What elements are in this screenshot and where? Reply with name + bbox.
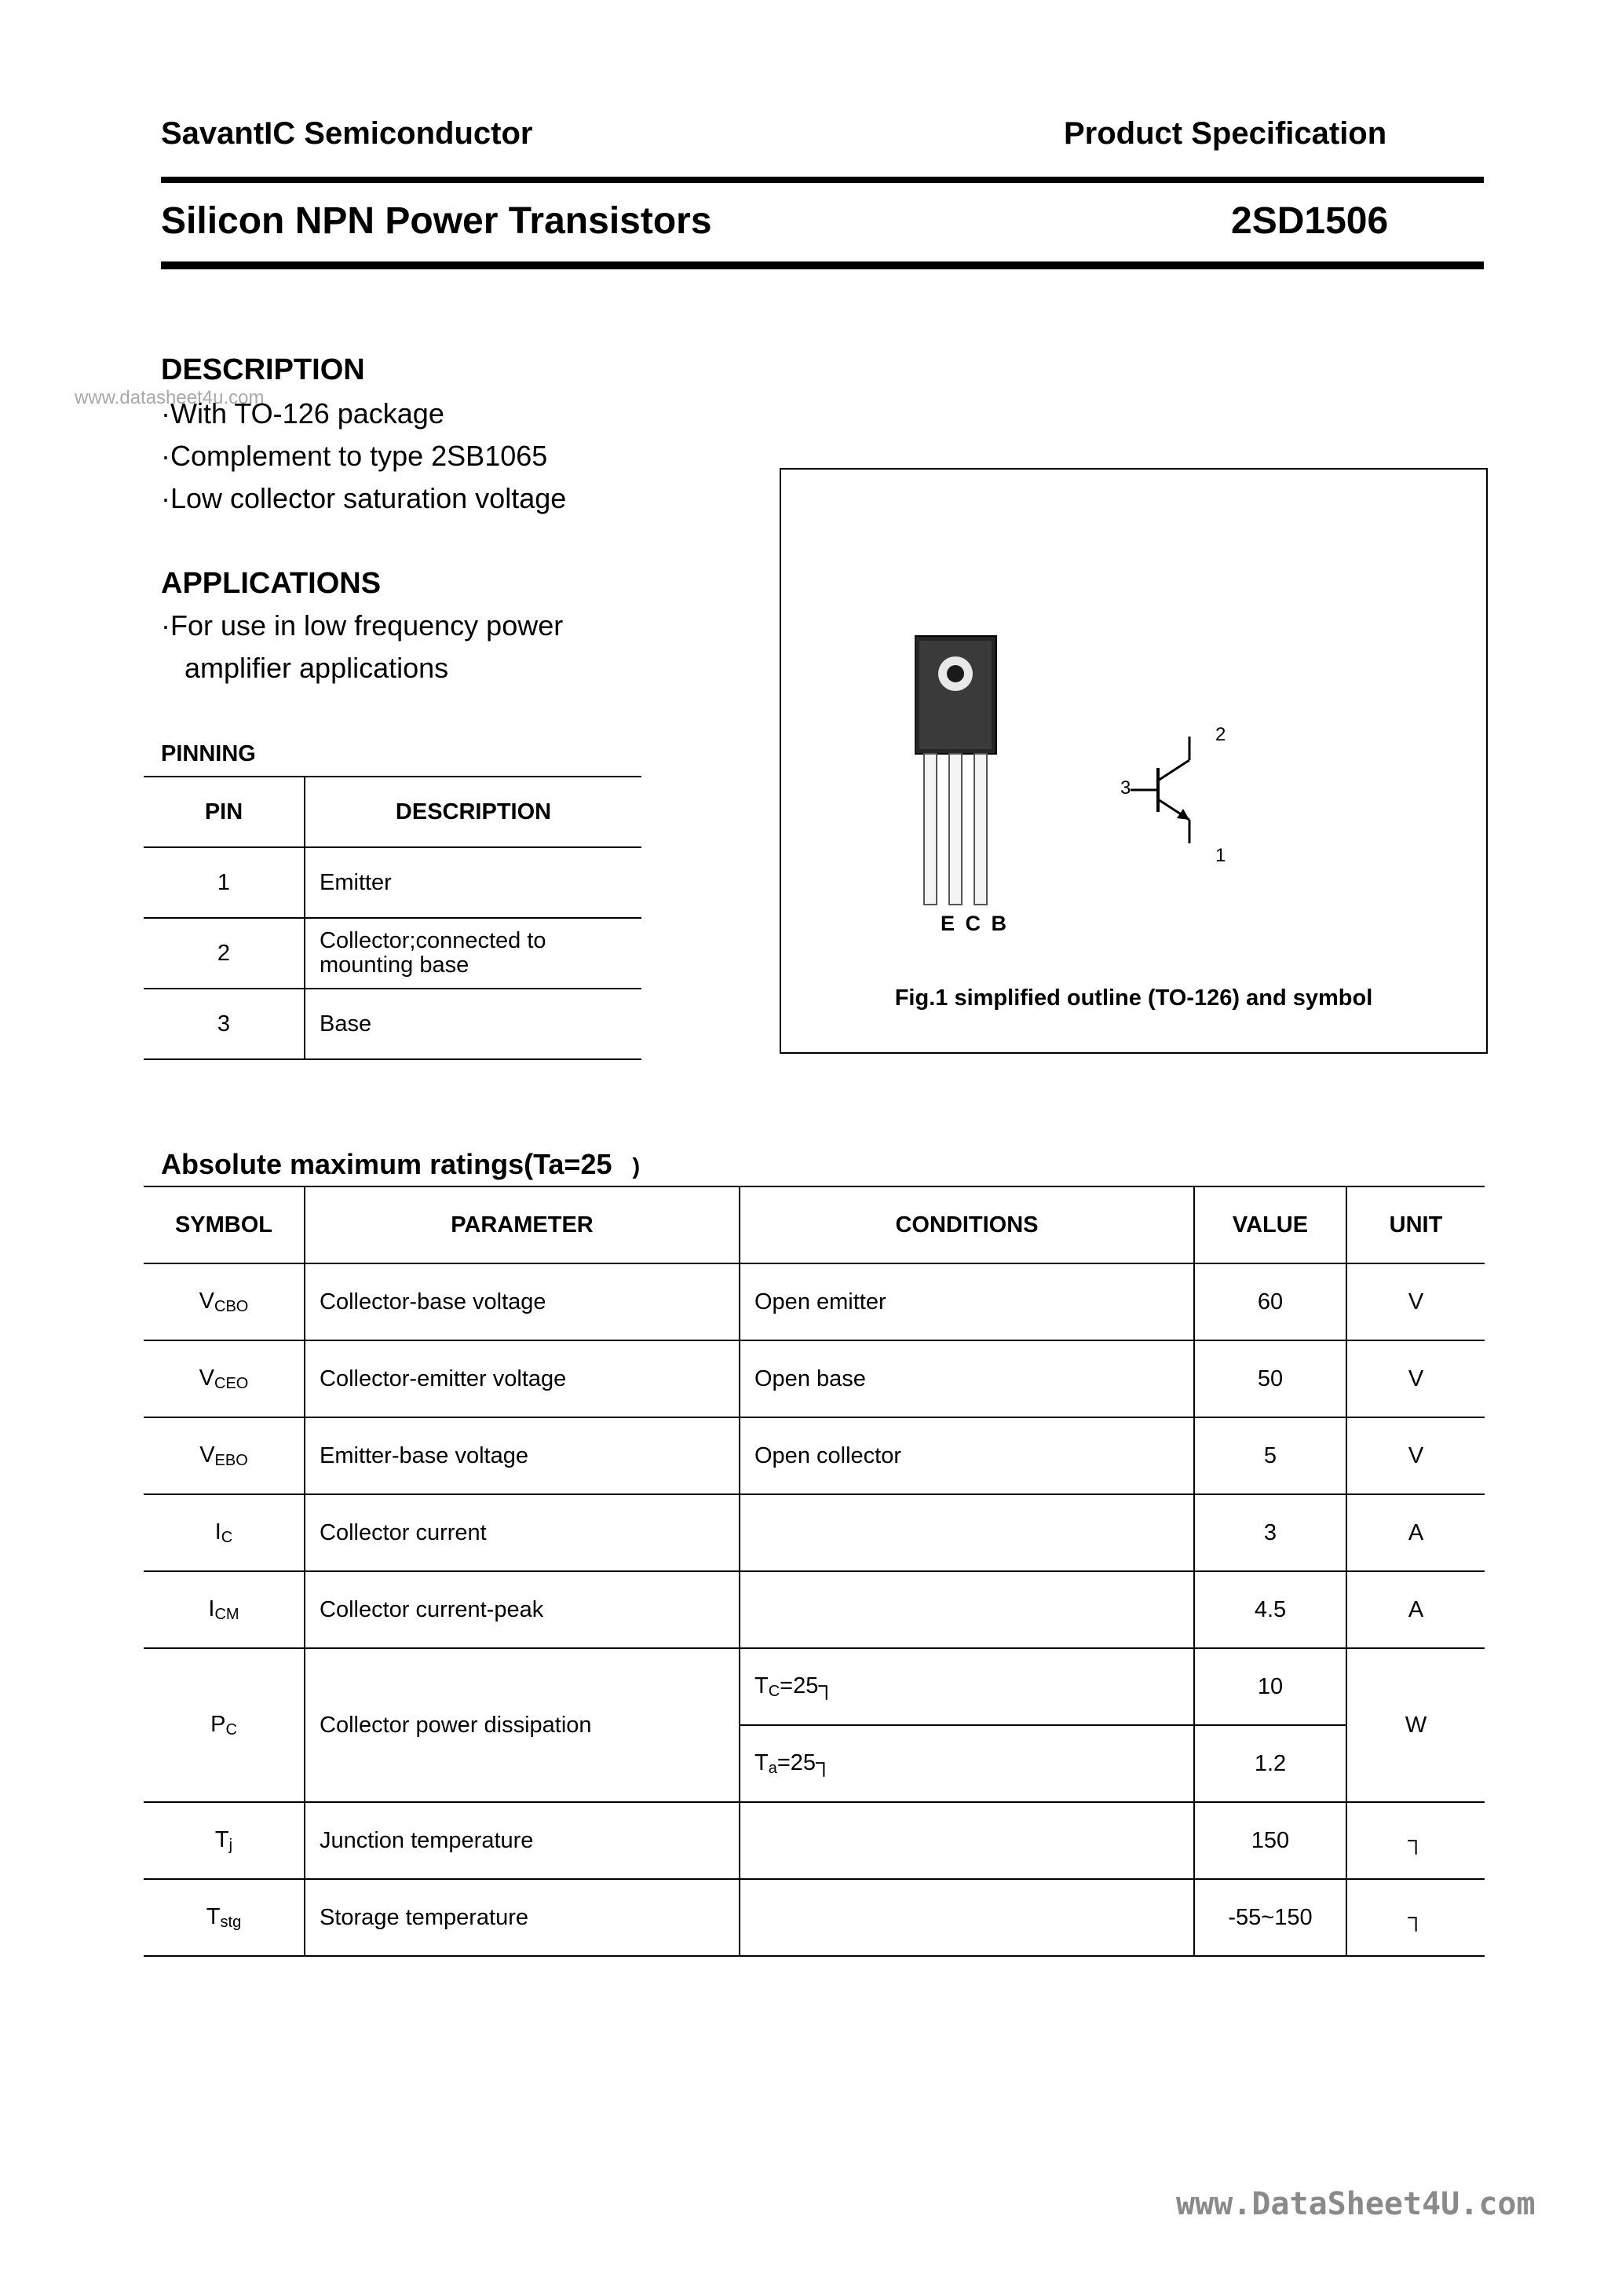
degree-glyph-icon: ┐	[1408, 1904, 1424, 1930]
table-row	[144, 1494, 1485, 1571]
document-type: Product Specification	[1064, 116, 1387, 151]
pinning-header-row	[144, 777, 641, 847]
symbol-letter: I	[214, 1519, 221, 1545]
value-cell: 4.5	[1194, 1571, 1346, 1648]
figure-box	[780, 468, 1488, 1054]
part-number: 2SD1506	[1231, 200, 1389, 242]
pin-label-collector: 2	[1215, 724, 1226, 745]
pin-label-base: 3	[1120, 777, 1131, 799]
ratings-heading-text: Absolute maximum ratings(Ta=25	[161, 1148, 620, 1180]
header-rule-top	[161, 177, 1484, 183]
condition-letter: T	[754, 1673, 769, 1698]
symbol-letter: V	[199, 1365, 214, 1391]
value-column-header: VALUE	[1194, 1186, 1346, 1263]
condition-subscript: a	[768, 1759, 777, 1777]
value-cell: -55~150	[1194, 1879, 1346, 1956]
conditions-cell	[740, 1648, 1194, 1725]
parameter-cell: Collector current	[305, 1494, 740, 1571]
symbol-subscript: CBO	[214, 1297, 249, 1315]
symbol-subscript: C	[221, 1528, 233, 1546]
symbol-cell	[144, 1494, 305, 1571]
symbol-letter: P	[210, 1711, 226, 1737]
value-cell: 1.2	[1194, 1725, 1346, 1802]
value-cell: 10	[1194, 1648, 1346, 1725]
condition-value: =25	[776, 1749, 816, 1775]
table-row	[144, 1263, 1485, 1340]
conditions-cell	[740, 1725, 1194, 1802]
symbol-subscript: j	[228, 1836, 233, 1854]
lead-labels: E C B	[941, 912, 1010, 935]
pin-number: 2	[144, 918, 305, 989]
conditions-cell: Open emitter	[740, 1263, 1194, 1340]
symbol-cell	[144, 1571, 305, 1648]
table-row	[144, 1648, 1485, 1725]
parameter-cell: Junction temperature	[305, 1802, 740, 1879]
symbol-cell	[144, 1340, 305, 1417]
table-row	[144, 918, 641, 989]
parameter-column-header: PARAMETER	[305, 1186, 740, 1263]
table-row	[144, 847, 641, 918]
symbol-cell	[144, 1879, 305, 1956]
to126-package-image	[915, 634, 1001, 909]
parameter-cell: Emitter-base voltage	[305, 1417, 740, 1494]
pin-description-line: Collector;connected to	[320, 928, 546, 953]
figure-caption: Fig.1 simplified outline (TO-126) and symbol	[894, 985, 1373, 1011]
ratings-header-row	[144, 1186, 1485, 1263]
symbol-cell	[144, 1802, 305, 1879]
pin-description	[305, 918, 641, 989]
symbol-letter: V	[199, 1442, 215, 1468]
degree-glyph-icon: ┐	[816, 1749, 832, 1775]
table-row	[144, 1802, 1485, 1879]
degree-glyph-icon: ┐	[818, 1673, 835, 1698]
conditions-column-header: CONDITIONS	[740, 1186, 1194, 1263]
ratings-table	[144, 1186, 1485, 1957]
symbol-letter: T	[214, 1826, 229, 1852]
description-item: ·Low collector saturation voltage	[161, 482, 567, 514]
degree-glyph-icon: ┐	[1408, 1827, 1424, 1853]
pinning-table	[144, 776, 641, 1060]
unit-cell: A	[1346, 1494, 1485, 1571]
symbol-letter: I	[208, 1596, 215, 1621]
table-row	[144, 1571, 1485, 1648]
description-column-header: DESCRIPTION	[305, 777, 641, 847]
pin-description: Emitter	[305, 847, 641, 918]
value-cell: 60	[1194, 1263, 1346, 1340]
value-cell: 50	[1194, 1340, 1346, 1417]
description-item: ·Complement to type 2SB1065	[161, 440, 548, 472]
parameter-cell: Collector-emitter voltage	[305, 1340, 740, 1417]
pin-number: 3	[144, 989, 305, 1059]
conditions-cell	[740, 1571, 1194, 1648]
conditions-cell: Open collector	[740, 1417, 1194, 1494]
unit-cell: V	[1346, 1263, 1485, 1340]
symbol-letter: T	[206, 1903, 221, 1929]
value-cell: 5	[1194, 1417, 1346, 1494]
symbol-subscript: C	[225, 1720, 237, 1738]
watermark-top: www.datasheet4u.com	[75, 387, 265, 408]
parameter-cell: Collector current-peak	[305, 1571, 740, 1648]
condition-subscript: C	[768, 1682, 780, 1700]
product-line: Silicon NPN Power Transistors	[161, 200, 712, 242]
conditions-cell: Open base	[740, 1340, 1194, 1417]
unit-cell	[1346, 1802, 1485, 1879]
conditions-cell	[740, 1494, 1194, 1571]
table-row	[144, 989, 641, 1059]
pin-number: 1	[144, 847, 305, 918]
unit-column-header: UNIT	[1346, 1186, 1485, 1263]
watermark-bottom: www.DataSheet4U.com	[1176, 2186, 1536, 2222]
ratings-heading	[161, 1148, 640, 1181]
conditions-cell	[740, 1879, 1194, 1956]
symbol-subscript: CM	[214, 1605, 239, 1623]
applications-line: amplifier applications	[184, 652, 449, 684]
unit-cell: V	[1346, 1417, 1485, 1494]
value-cell: 150	[1194, 1802, 1346, 1879]
value-cell: 3	[1194, 1494, 1346, 1571]
header-rule-bottom	[161, 261, 1484, 269]
symbol-column-header: SYMBOL	[144, 1186, 305, 1263]
ratings-heading-end: )	[632, 1154, 641, 1179]
symbol-cell	[144, 1648, 305, 1802]
symbol-cell	[144, 1263, 305, 1340]
description-item: ·With TO-126 package	[161, 397, 444, 430]
table-row	[144, 1417, 1485, 1494]
conditions-cell	[740, 1802, 1194, 1879]
symbol-subscript: EBO	[214, 1451, 248, 1469]
symbol-cell	[144, 1417, 305, 1494]
unit-cell	[1346, 1879, 1485, 1956]
applications-heading: APPLICATIONS	[161, 567, 382, 600]
npn-transistor-symbol	[1127, 737, 1237, 862]
description-heading: DESCRIPTION	[161, 353, 365, 386]
table-row	[144, 1879, 1485, 1956]
unit-cell: V	[1346, 1340, 1485, 1417]
symbol-subscript: CEO	[214, 1374, 249, 1392]
symbol-letter: V	[199, 1288, 214, 1314]
pin-label-emitter: 1	[1215, 845, 1226, 866]
condition-letter: T	[754, 1749, 769, 1775]
symbol-subscript: stg	[220, 1913, 242, 1931]
parameter-cell: Collector-base voltage	[305, 1263, 740, 1340]
pin-description-line: mounting base	[320, 952, 469, 978]
unit-cell: A	[1346, 1571, 1485, 1648]
pinning-heading: PINNING	[161, 741, 256, 766]
parameter-cell: Storage temperature	[305, 1879, 740, 1956]
company-name: SavantIC Semiconductor	[161, 116, 533, 151]
applications-line: ·For use in low frequency power	[161, 609, 564, 642]
parameter-cell: Collector power dissipation	[305, 1648, 740, 1802]
unit-cell: W	[1346, 1648, 1485, 1802]
pin-description: Base	[305, 989, 641, 1059]
pin-column-header: PIN	[144, 777, 305, 847]
condition-value: =25	[780, 1673, 819, 1698]
table-row	[144, 1340, 1485, 1417]
